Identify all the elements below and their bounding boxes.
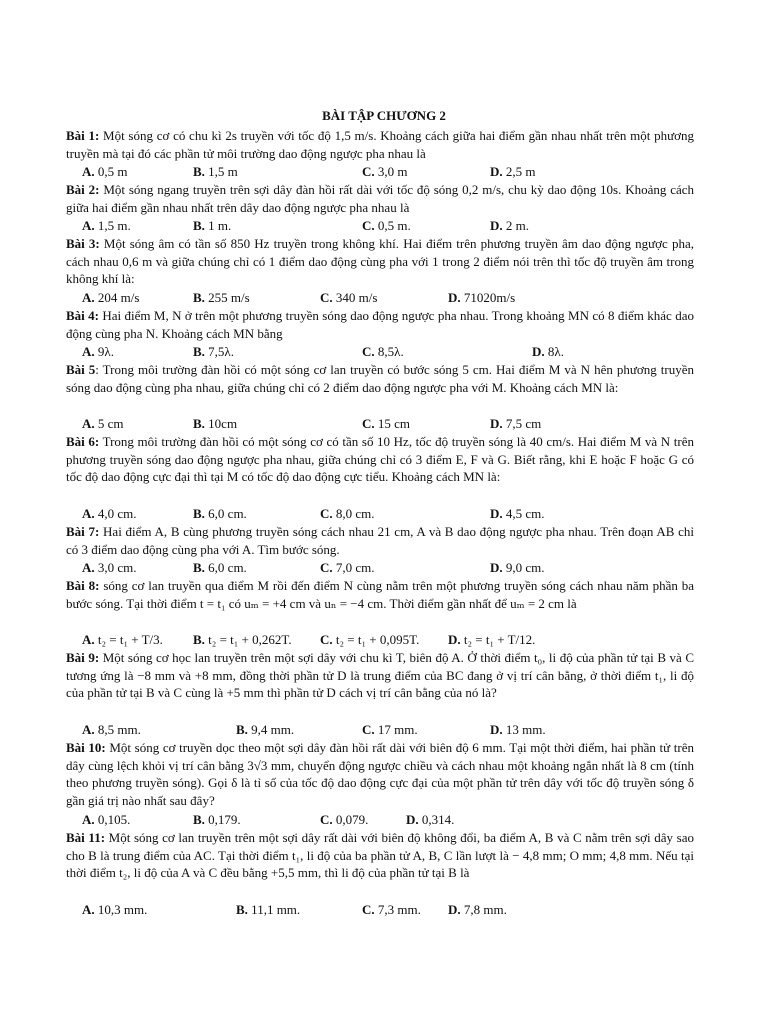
option-d: D. 7,8 mm. (448, 902, 507, 917)
option-d: D. 71020m/s (448, 290, 516, 305)
option-a: A. 9λ. (82, 344, 114, 359)
page-title: BÀI TẬP CHƯƠNG 2 (322, 108, 446, 123)
option-a: A. 204 m/s (82, 290, 140, 305)
problem-body: Một sóng cơ lan truyền trên một sợi dây rất dài với biên độ không đổi, ba điểm A, B và C nằm trên sợi dây sao cho B là trung điểm của AC. Tại thời điểm t₁, li độ của ba phần tử A, B, C lần lượt là − 4,8 mm; O mm; 4,8 mm. Nếu tại thời điểm t₂, li độ của A và C đều bằng +5,5 mm, thì li độ của phần tử tại B là (66, 830, 695, 881)
problem-label: Bài 6: (66, 434, 100, 449)
option-d: D. 2 m. (490, 218, 530, 233)
option-d: D. t₂ = t₁ + T/12. (448, 632, 536, 647)
option-c: C. 0,079. (320, 812, 369, 827)
option-b: B. 255 m/s (193, 290, 250, 305)
problem-label: Bài 10: (66, 740, 106, 755)
problem-body: Một sóng cơ truyền dọc theo một sợi dây đàn hồi rất dài với biên độ 6 mm. Tại một thời điểm, hai phần tử trên dây cùng lệch khỏi vị trí cân bằng 3√3 mm, chuyển động ngược chiều và cách nhau một khoảng ngắn nhất là 8 cm (tính theo phương truyền sóng). Gọi δ là tỉ số của tốc độ dao động cực đại của một phần tử trên dây với tốc độ truyền sóng δ gần giá trị nào nhất sau đây? (66, 740, 694, 808)
problem-5-options (0, 415, 768, 432)
problem-3-options (0, 289, 768, 306)
option-b: B. 11,1 mm. (236, 902, 301, 917)
option-a: A. 5 cm (82, 416, 124, 431)
problem-body: Một sóng cơ có chu kì 2s truyền với tốc độ 1,5 m/s. Khoảng cách giữa hai điểm gần nhau nhất trên một phương truyền mà tại đó các phần tử môi trường dao động ngược pha nhau là (66, 128, 694, 161)
problem-label: Bài 8: (66, 578, 100, 593)
option-c: C. 0,5 m. (362, 218, 411, 233)
problem-body: sóng cơ lan truyền qua điểm M rồi đến điểm N cùng nằm trên một phương truyền sóng cách nhau năm phần ba bước sóng. Tại thời điểm t = t₁ có uₘ = +4 cm và uₙ = −4 cm. Thời điểm gần nhất để uₘ = 2 cm là (66, 578, 694, 611)
problem-6-text (66, 433, 694, 486)
problem-1-text (66, 127, 694, 162)
option-c: C. 15 cm (362, 416, 411, 431)
problem-label: Bài 5 (66, 362, 96, 377)
problem-2-text (66, 181, 694, 216)
option-c: C. 8,5λ. (362, 344, 404, 359)
problem-4-options (0, 343, 768, 360)
problem-label: Bài 7: (66, 524, 100, 539)
option-d: D. 2,5 m (490, 164, 536, 179)
problem-7-text (66, 523, 694, 558)
problem-4-text (66, 307, 694, 342)
problem-5-text (66, 361, 694, 396)
problem-body: : Trong môi trường đàn hồi có một sóng cơ lan truyền có bước sóng 5 cm. Hai điểm M và N hên phương truyền sóng dao động cùng pha nhau, giữa chúng chỉ có 2 điểm dao động ngược pha với M. Khoảng cách MN là: (66, 362, 694, 395)
problem-body: Một sóng ngang truyền trên sợi dây đàn hồi rất dài với tốc độ sóng 0,2 m/s, chu kỳ dao động 10s. Khoảng cách giữa hai điểm gần nhau nhất trên dây dao động ngược pha nhau là (66, 182, 695, 215)
option-a: A. 8,5 mm. (82, 722, 141, 737)
problem-label: Bài 3: (66, 236, 100, 251)
option-c: C. 340 m/s (320, 290, 378, 305)
option-a: A. 10,3 mm. (82, 902, 148, 917)
option-c: C. t₂ = t₁ + 0,095T. (320, 632, 420, 647)
option-d: D. 8λ. (532, 344, 564, 359)
option-c: C. 3,0 m (362, 164, 408, 179)
option-c: C. 7,3 mm. (362, 902, 421, 917)
option-a: A. 1,5 m. (82, 218, 131, 233)
problem-8-options (0, 631, 768, 648)
problem-body: Một sóng cơ học lan truyền trên một sợi dây với chu kì T, biên độ A. Ở thời điểm t₀, li độ của phần tử tại B và C tương ứng là −8 mm và +8 mm, đồng thời phần tử D là trung điểm của BC đang ở vị trí cân bằng, ở thời điểm t₁, li độ của phần tử tại B và C cùng là +5 mm thì phần tử D cách vị trí cân bằng của nó là? (66, 650, 695, 701)
option-d: D. 7,5 cm (490, 416, 542, 431)
problem-label: Bài 2: (66, 182, 100, 197)
problem-9-text (66, 649, 694, 702)
option-d: D. 9,0 cm. (490, 560, 545, 575)
problem-10-text (66, 739, 694, 809)
option-a: A. t₂ = t₁ + T/3. (82, 632, 163, 647)
option-b: B. 1,5 m (193, 164, 238, 179)
option-b: B. 1 m. (193, 218, 232, 233)
problem-label: Bài 4: (66, 308, 99, 323)
option-c: C. 17 mm. (362, 722, 418, 737)
option-b: B. 6,0 cm. (193, 506, 247, 521)
option-b: B. 0,179. (193, 812, 241, 827)
problem-label: Bài 1: (66, 128, 100, 143)
problem-10-options (0, 811, 768, 828)
problem-label: Bài 9: (66, 650, 100, 665)
problem-11-text (66, 829, 694, 882)
problem-11-options (0, 901, 768, 918)
problem-1-options (0, 163, 768, 180)
problem-body: Hai điểm M, N ở trên một phương truyền sóng dao động ngược pha nhau. Trong khoảng MN có 8 điểm khác dao động cùng pha N. Khoảng cách MN bằng (66, 308, 694, 341)
option-a: A. 0,105. (82, 812, 131, 827)
problem-9-options (0, 721, 768, 738)
option-b: B. 7,5λ. (193, 344, 234, 359)
problem-3-text (66, 235, 694, 288)
option-a: A. 3,0 cm. (82, 560, 137, 575)
option-a: A. 0,5 m (82, 164, 128, 179)
problem-label: Bài 11: (66, 830, 106, 845)
problem-body: Trong môi trường đàn hồi có một sóng cơ có tần số 10 Hz, tốc độ truyền sóng là 40 cm/s. Hai điểm M và N trên phương truyền sóng dao động ngược pha nhau, giữa chúng chỉ có 3 điểm E, F và G. Biết rằng, khi E hoặc F hoặc G có tốc độ dao động cực đại thì tại M có tốc độ dao động cực tiểu. Khoảng cách MN là: (66, 434, 694, 485)
option-d: D. 0,314. (406, 812, 455, 827)
problem-7-options (0, 559, 768, 576)
option-b: B. t₂ = t₁ + 0,262T. (193, 632, 292, 647)
option-d: D. 4,5 cm. (490, 506, 545, 521)
option-c: C. 7,0 cm. (320, 560, 375, 575)
option-b: B. 10cm (193, 416, 238, 431)
problem-2-options (0, 217, 768, 234)
option-b: B. 6,0 cm. (193, 560, 247, 575)
option-a: A. 4,0 cm. (82, 506, 137, 521)
problem-body: Hai điểm A, B cùng phương truyền sóng cách nhau 21 cm, A và B dao động ngược pha nhau. Trên đoạn AB chỉ có 3 điểm dao động cùng pha với A. Tìm bước sóng. (66, 524, 694, 557)
option-b: B. 9,4 mm. (236, 722, 295, 737)
option-c: C. 8,0 cm. (320, 506, 375, 521)
problem-6-options (0, 505, 768, 522)
problem-body: Một sóng âm có tần số 850 Hz truyền trong không khí. Hai điểm trên phương truyền âm dao động ngược pha, cách nhau 0,6 m và giữa chúng chỉ có 1 điểm dao động cùng pha với 1 trong 2 điểm nói trên thì tốc độ truyền âm trong không khí là: (66, 236, 694, 287)
option-d: D. 13 mm. (490, 722, 546, 737)
problem-8-text (66, 577, 694, 612)
